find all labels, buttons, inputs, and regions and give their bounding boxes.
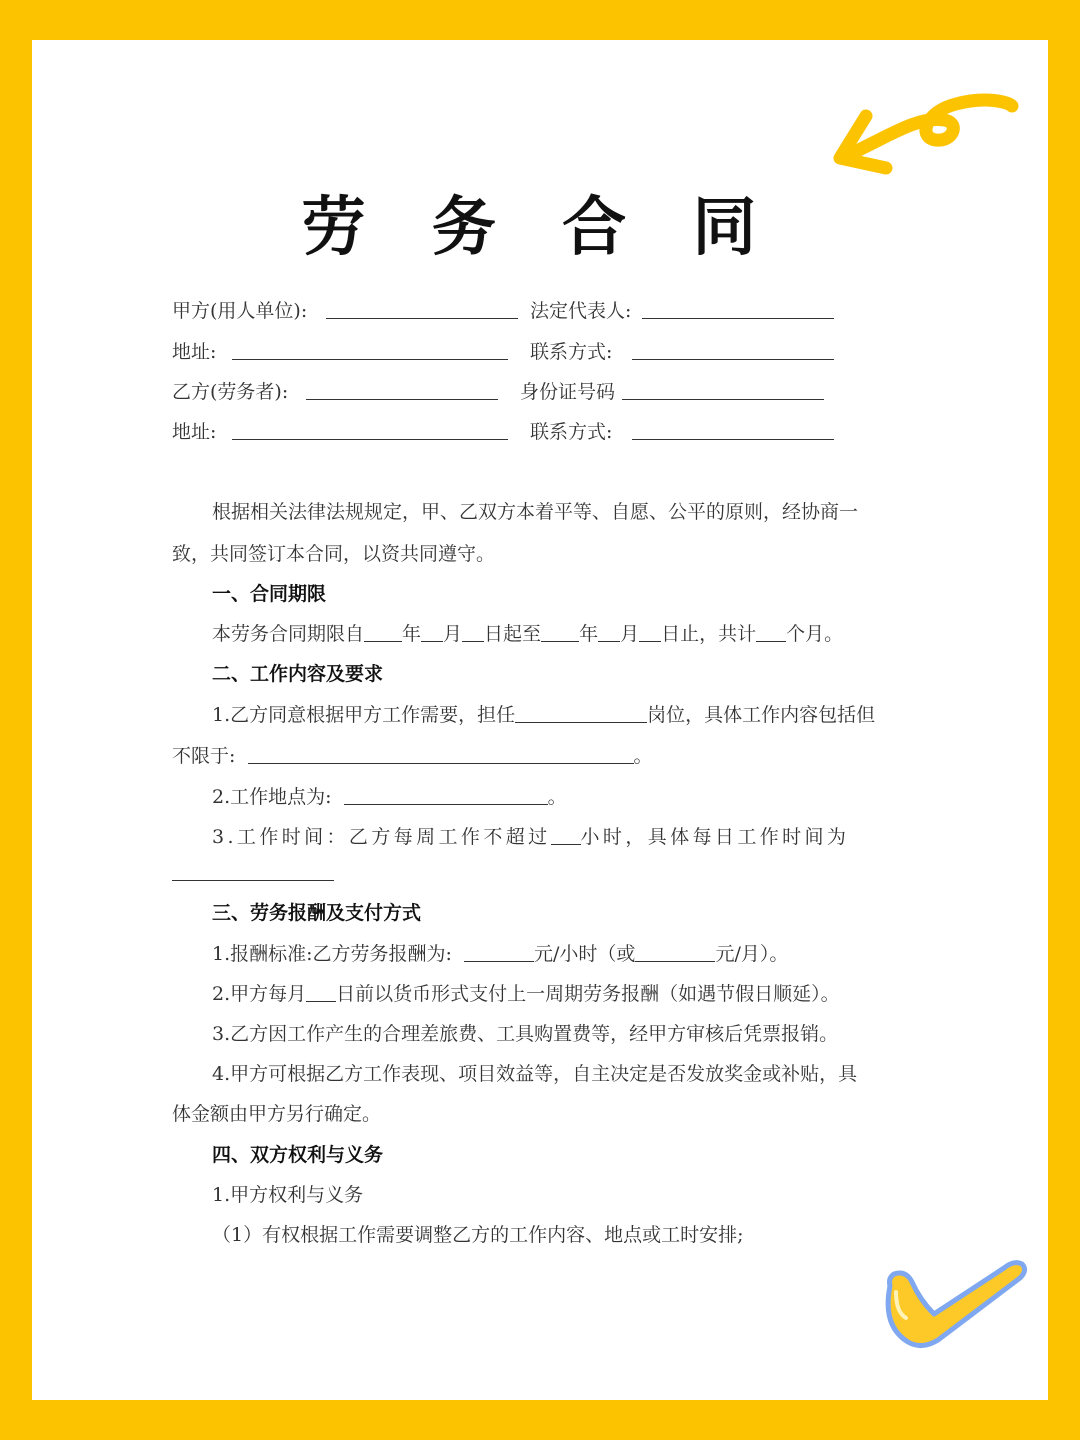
job-text-4: 。 [633,745,653,767]
pay-standard-line [212,939,788,966]
party-b-field[interactable] [306,399,498,400]
pay-date-text-2: 日前以货币形式支付上一周期劳务报酬（如遇节假日顺延）。 [336,983,840,1005]
checkmark-icon [872,1256,1042,1366]
page-title: 劳 务 合 同 [301,191,779,265]
party-a-rights-heading: 1.甲方权利与义务 [212,1184,364,1206]
contact-a-field[interactable] [632,359,834,360]
location-text-1: 2.工作地点为: [212,786,332,808]
term-end-year-blank[interactable] [541,623,579,642]
term-start-day-blank[interactable] [462,623,484,642]
job-text-2: 岗位，具体工作内容包括但 [647,704,876,726]
address-a-label: 地址: [172,341,217,363]
section-4-heading: 四、双方权利与义务 [212,1144,384,1166]
section-2-heading: 二、工作内容及要求 [212,663,384,685]
term-months-blank[interactable] [756,623,786,642]
bonus-line-1: 4.甲方可根据乙方工作表现、项目效益等，自主决定是否发放奖金或补贴，具 [212,1063,858,1085]
preamble-line-1: 根据相关法律法规规定，甲、乙双方本着平等、自愿、公平的原则，经协商一 [212,501,859,523]
location-text-2: 。 [547,786,567,808]
legal-rep-field[interactable] [642,318,834,319]
pay-text-3: 元/月）。 [715,943,789,965]
id-number-field[interactable] [622,399,824,400]
party-b-label: 乙方(劳务者): [172,381,289,403]
contract-term-line [212,619,843,646]
bonus-line-2: 体金额由甲方另行确定。 [172,1103,382,1125]
pay-text-1: 1.报酬标准:乙方劳务报酬为: [212,943,452,965]
pay-text-2: 元/小时（或 [534,943,636,965]
hourly-rate-blank[interactable] [464,943,534,962]
term-text-4: 日起至 [484,623,542,645]
monthly-rate-blank[interactable] [635,943,715,962]
address-a-field[interactable] [232,359,508,360]
job-content-blank[interactable] [248,745,634,764]
job-content-line [172,741,653,768]
hours-text-1: 3.工作时间：乙方每周工作不超过 [212,826,551,848]
work-hours-line [212,822,849,849]
term-text-1: 本劳务合同期限自 [212,623,365,645]
pay-day-blank[interactable] [306,983,336,1002]
hours-text-2: 小时，具体每日工作时间为 [580,826,850,848]
address-b-label: 地址: [172,421,217,443]
work-location-line [212,782,567,809]
contact-a-label: 联系方式: [530,341,613,363]
pay-date-text-1: 2.甲方每月 [212,983,307,1005]
preamble-line-2: 致，共同签订本合同，以资共同遵守。 [172,543,496,565]
weekly-hours-blank[interactable] [551,826,581,845]
party-a-rights-item-1: （1）有权根据工作需要调整乙方的工作内容、地点或工时安排; [212,1224,744,1246]
term-start-year-blank[interactable] [364,623,402,642]
term-text-2: 年 [402,623,422,645]
work-location-blank[interactable] [344,786,548,805]
section-1-heading: 一、合同期限 [212,583,327,605]
term-start-month-blank[interactable] [421,623,443,642]
term-text-3: 月 [443,623,463,645]
term-text-6: 月 [620,623,640,645]
hand-drawn-arrow-icon [826,76,1026,186]
job-text-3: 不限于: [172,745,236,767]
term-text-5: 年 [579,623,599,645]
term-text-7: 日止，共计 [661,623,757,645]
term-end-month-blank[interactable] [598,623,620,642]
address-b-field[interactable] [232,439,508,440]
section-3-heading: 三、劳务报酬及支付方式 [212,902,422,924]
contact-b-field[interactable] [632,439,834,440]
expense-line: 3.乙方因工作产生的合理差旅费、工具购置费等，经甲方审核后凭票报销。 [212,1023,839,1045]
pay-date-line [212,979,840,1006]
contact-b-label: 联系方式: [530,421,613,443]
job-position-blank[interactable] [515,704,647,723]
legal-rep-label: 法定代表人: [530,300,632,322]
party-a-field[interactable] [326,318,518,319]
term-text-8: 个月。 [786,623,844,645]
party-a-label: 甲方(用人单位): [172,300,308,322]
id-number-label: 身份证号码 [520,381,616,403]
term-end-day-blank[interactable] [639,623,661,642]
daily-hours-field[interactable] [172,880,334,881]
job-text-1: 1.乙方同意根据甲方工作需要，担任 [212,704,516,726]
job-position-line [212,700,875,727]
